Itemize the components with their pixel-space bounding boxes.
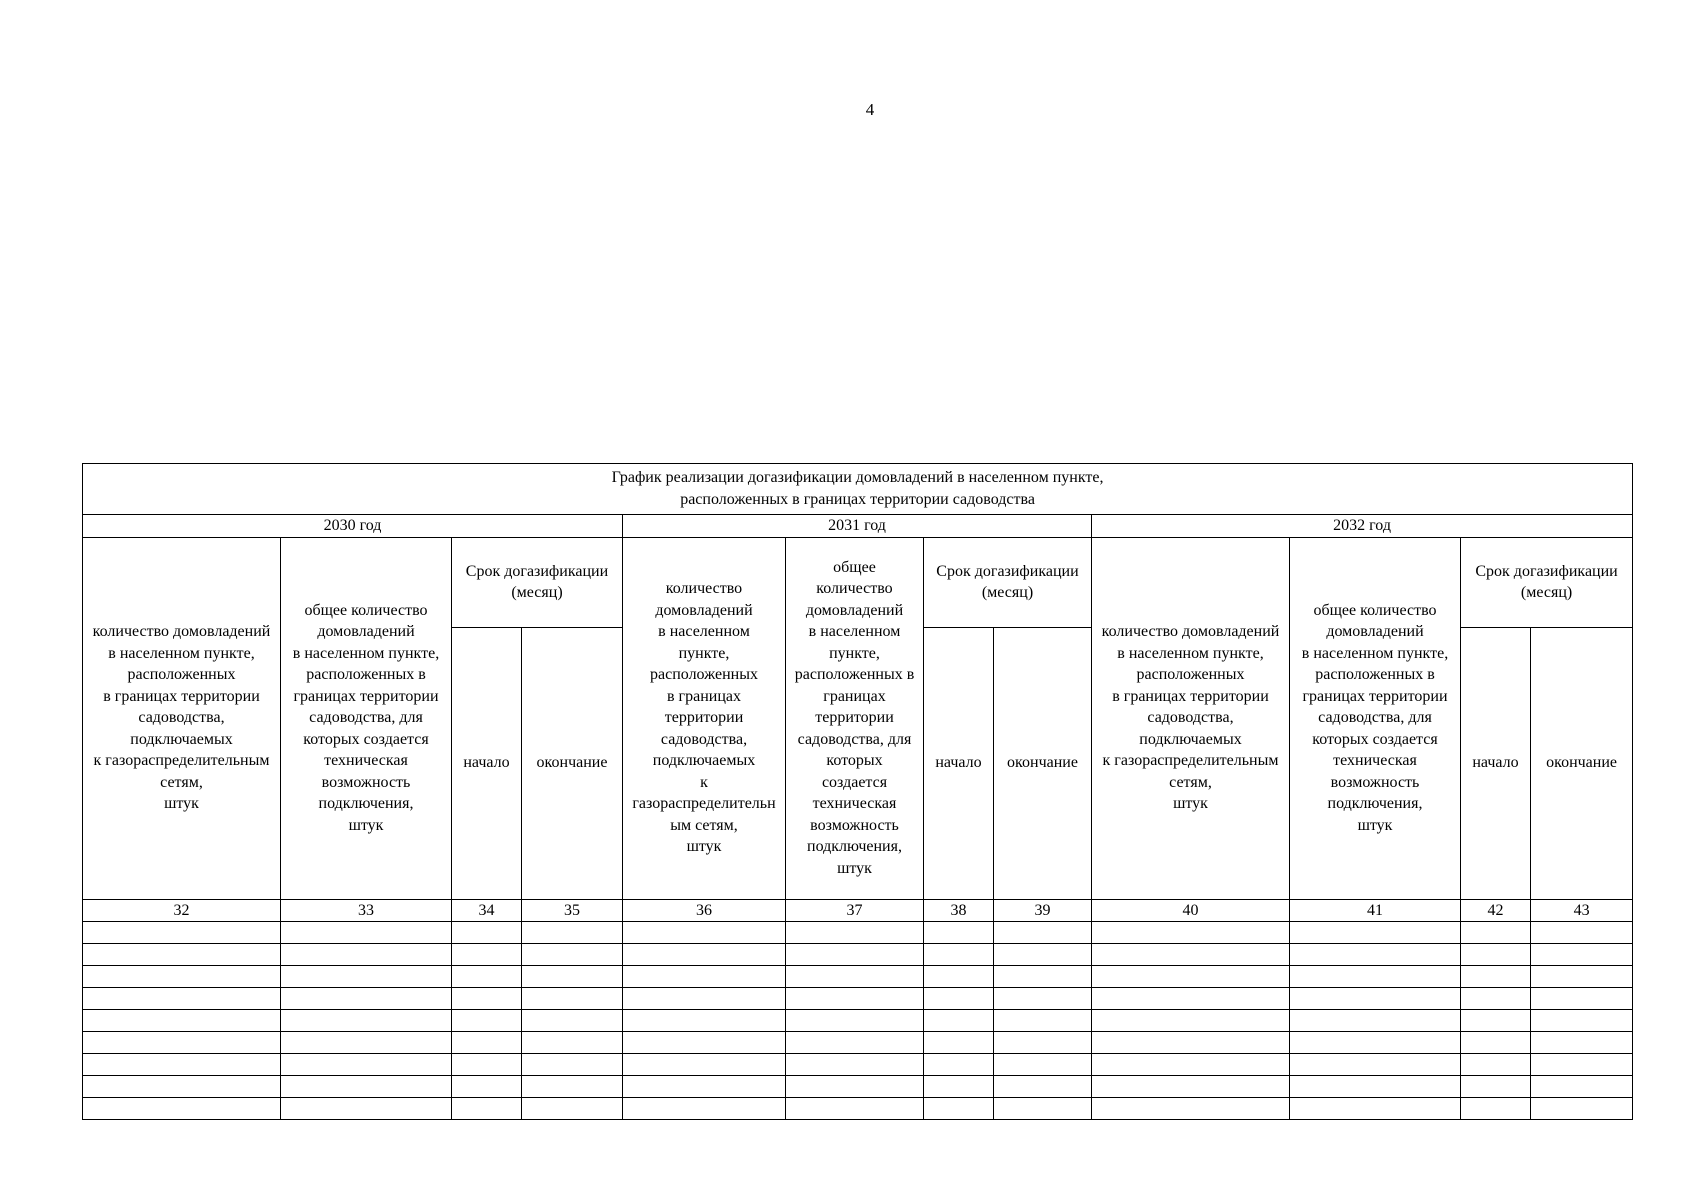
table-cell	[1092, 966, 1290, 988]
table-cell	[1092, 1098, 1290, 1120]
table-cell	[281, 1076, 452, 1098]
table-cell	[452, 966, 522, 988]
table-cell	[1092, 922, 1290, 944]
table-cell	[924, 1054, 994, 1076]
col-header-households-total-2031: общее количество домовладений в населенном пункте, расположенных в границах территории садоводства, для которых создается техническая возможность подключения, штук	[786, 537, 924, 899]
table-cell	[994, 988, 1092, 1010]
table-cell	[83, 966, 281, 988]
table-cell	[1092, 988, 1290, 1010]
table-cell	[452, 1032, 522, 1054]
table-cell	[1531, 1076, 1633, 1098]
table-cell	[1290, 1098, 1461, 1120]
table-row	[83, 966, 1633, 988]
table-cell	[1461, 1098, 1531, 1120]
table-cell	[83, 1032, 281, 1054]
table-row	[83, 1076, 1633, 1098]
table-cell	[1531, 1098, 1633, 1120]
table-cell	[522, 1054, 623, 1076]
table-cell	[522, 1010, 623, 1032]
table-cell	[786, 944, 924, 966]
table-cell	[1461, 922, 1531, 944]
table-cell	[1531, 1032, 1633, 1054]
table-cell	[1531, 1054, 1633, 1076]
table-cell	[522, 1076, 623, 1098]
table-cell	[994, 1032, 1092, 1054]
table-cell	[522, 1032, 623, 1054]
table-cell	[924, 988, 994, 1010]
column-numbers-row	[83, 899, 1633, 922]
table-cell	[1290, 1010, 1461, 1032]
table-cell	[786, 988, 924, 1010]
table-cell	[786, 1010, 924, 1032]
page-number: 4	[865, 100, 875, 119]
table-cell	[623, 944, 786, 966]
table-cell	[281, 944, 452, 966]
table-cell	[1290, 922, 1461, 944]
table-cell	[623, 1076, 786, 1098]
column-number: 35	[522, 899, 623, 922]
column-number: 33	[281, 899, 452, 922]
table-cell	[924, 1032, 994, 1054]
start-header-2032: начало	[1461, 627, 1531, 899]
table-cell	[281, 966, 452, 988]
col-header-households-connected-2030: количество домовладений в населенном пункте, расположенных в границах территории садоводства, подключаемых к газораспределительным сетям, штук	[83, 537, 281, 899]
year-2030-header: 2030 год	[83, 515, 623, 538]
table-cell	[1290, 1054, 1461, 1076]
table-cell	[83, 1010, 281, 1032]
table-cell	[281, 988, 452, 1010]
table-cell	[1290, 988, 1461, 1010]
table-cell	[452, 1010, 522, 1032]
table-cell	[452, 1054, 522, 1076]
table-cell	[1461, 1032, 1531, 1054]
table-cell	[1531, 1010, 1633, 1032]
table-cell	[522, 966, 623, 988]
column-number: 38	[924, 899, 994, 922]
table-cell	[924, 922, 994, 944]
column-number: 40	[1092, 899, 1290, 922]
table-cell	[1290, 1076, 1461, 1098]
table-cell	[623, 1098, 786, 1120]
table-cell	[994, 1076, 1092, 1098]
table-cell	[994, 922, 1092, 944]
table-cell	[623, 922, 786, 944]
column-number: 34	[452, 899, 522, 922]
table-cell	[452, 988, 522, 1010]
table-cell	[1461, 1010, 1531, 1032]
table-cell	[1290, 944, 1461, 966]
table-title-line-2: расположенных в границах территории садоводства	[680, 491, 1035, 508]
table-row	[83, 1010, 1633, 1032]
table-cell	[522, 1098, 623, 1120]
table-row	[83, 988, 1633, 1010]
year-2032-header: 2032 год	[1092, 515, 1633, 538]
table-cell	[1092, 944, 1290, 966]
col-header-households-connected-2031: количество домовладений в населенном пункте, расположенных в границах территории садоводства, подключаемых к газораспределительн ым сетям, штук	[623, 537, 786, 899]
table-cell	[1531, 944, 1633, 966]
table-cell	[1092, 1054, 1290, 1076]
table-cell	[924, 966, 994, 988]
col-header-households-total-2030: общее количество домовладений в населенном пункте, расположенных в границах территории садоводства, для которых создается техническая возможность подключения, штук	[281, 537, 452, 899]
table-cell	[83, 944, 281, 966]
table-cell	[281, 1054, 452, 1076]
table-cell	[786, 966, 924, 988]
year-2031-header: 2031 год	[623, 515, 1092, 538]
table-cell	[452, 1076, 522, 1098]
table-cell	[786, 1054, 924, 1076]
table-cell	[1092, 1010, 1290, 1032]
table-cell	[994, 1010, 1092, 1032]
table-row	[83, 922, 1633, 944]
column-number: 42	[1461, 899, 1531, 922]
column-number: 43	[1531, 899, 1633, 922]
table-cell	[994, 966, 1092, 988]
table-cell	[281, 1010, 452, 1032]
table-cell	[924, 1076, 994, 1098]
term-header-2032: Срок догазификации (месяц)	[1461, 537, 1633, 627]
table-cell	[1531, 966, 1633, 988]
start-header-2030: начало	[452, 627, 522, 899]
table-cell	[522, 944, 623, 966]
column-number: 32	[83, 899, 281, 922]
table-cell	[623, 966, 786, 988]
table-cell	[281, 922, 452, 944]
start-header-2031: начало	[924, 627, 994, 899]
table-cell	[1461, 944, 1531, 966]
table-cell	[1461, 1076, 1531, 1098]
gasification-schedule-table	[82, 463, 1633, 1120]
table-cell	[786, 1032, 924, 1054]
table-cell	[1290, 1032, 1461, 1054]
table-cell	[786, 1076, 924, 1098]
column-number: 41	[1290, 899, 1461, 922]
table-cell	[83, 988, 281, 1010]
table-cell	[924, 1010, 994, 1032]
table-cell	[452, 1098, 522, 1120]
table-cell	[1461, 966, 1531, 988]
table-cell	[1461, 988, 1531, 1010]
table-cell	[83, 1076, 281, 1098]
table-cell	[1531, 988, 1633, 1010]
end-header-2032: окончание	[1531, 627, 1633, 899]
table-cell	[83, 1098, 281, 1120]
term-header-2031: Срок догазификации (месяц)	[924, 537, 1092, 627]
column-number: 37	[786, 899, 924, 922]
col-header-households-total-2032: общее количество домовладений в населенном пункте, расположенных в границах территории садоводства, для которых создается техническая возможность подключения, штук	[1290, 537, 1461, 899]
table-cell	[924, 1098, 994, 1120]
table-cell	[1290, 966, 1461, 988]
table-row	[83, 1054, 1633, 1076]
table-cell	[623, 988, 786, 1010]
table-cell	[281, 1032, 452, 1054]
table-cell	[623, 1032, 786, 1054]
table-cell	[1531, 922, 1633, 944]
table-cell	[522, 988, 623, 1010]
table-title	[83, 464, 1633, 515]
end-header-2031: окончание	[994, 627, 1092, 899]
table-cell	[994, 1054, 1092, 1076]
table-cell	[994, 944, 1092, 966]
table-cell	[452, 944, 522, 966]
table-row	[83, 1032, 1633, 1054]
table-row	[83, 944, 1633, 966]
table-cell	[786, 1098, 924, 1120]
table-cell	[281, 1098, 452, 1120]
table-cell	[83, 922, 281, 944]
table-cell	[623, 1054, 786, 1076]
column-number: 39	[994, 899, 1092, 922]
table-cell	[924, 944, 994, 966]
end-header-2030: окончание	[522, 627, 623, 899]
term-header-2030: Срок догазификации (месяц)	[452, 537, 623, 627]
table-row	[83, 1098, 1633, 1120]
table-cell	[1461, 1054, 1531, 1076]
table-cell	[522, 922, 623, 944]
table-cell	[1092, 1076, 1290, 1098]
table-cell	[994, 1098, 1092, 1120]
table-cell	[1092, 1032, 1290, 1054]
col-header-households-connected-2032: количество домовладений в населенном пункте, расположенных в границах территории садоводства, подключаемых к газораспределительным сетям, штук	[1092, 537, 1290, 899]
table-cell	[83, 1054, 281, 1076]
table-cell	[786, 922, 924, 944]
column-number: 36	[623, 899, 786, 922]
table-cell	[452, 922, 522, 944]
table-cell	[623, 1010, 786, 1032]
table-title-line-1: График реализации догазификации домовладений в населенном пункте,	[611, 469, 1104, 486]
